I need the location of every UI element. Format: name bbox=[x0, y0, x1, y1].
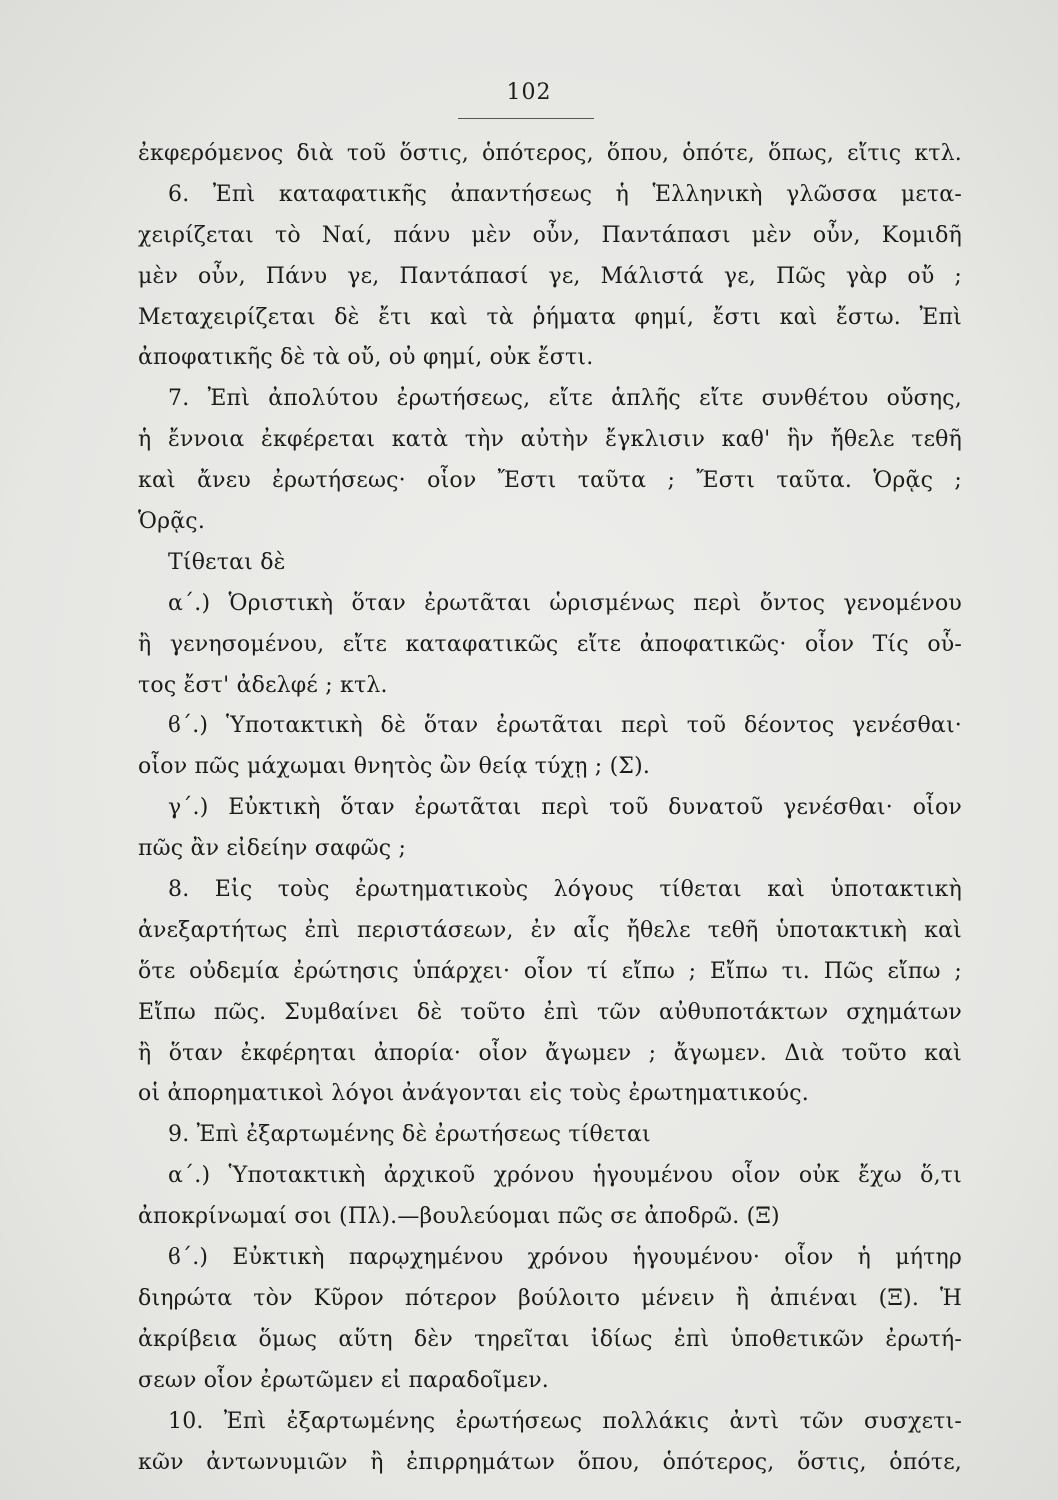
text-line: 10. Ἐπὶ ἐξαρτωμένης ἐρωτήσεως πολλάκις ἀντὶ τῶν συσχετι- bbox=[168, 1408, 962, 1434]
text-line: Τίθεται δὲ bbox=[168, 549, 286, 575]
text-line: ἢ ὅταν ἐκφέρηται ἀπορία· οἷον ἄγωμεν ; ἄγωμεν. Διὰ τοῦτο καὶ bbox=[138, 1040, 962, 1066]
text-line: ἢ γενησομένου, εἴτε καταφατικῶς εἴτε ἀποφατικῶς· οἷον Τίς οὗ- bbox=[138, 631, 962, 657]
text-line: ἀκρίβεια ὅμως αὕτη δὲν τηρεῖται ἰδίως ἐπὶ ὑποθετικῶν ἐρωτή- bbox=[138, 1326, 962, 1352]
body-text bbox=[138, 134, 962, 1483]
text-line: 6. Ἐπὶ καταφατικῆς ἀπαντήσεως ἡ Ἑλληνικὴ γλῶσσα μετα- bbox=[168, 181, 962, 207]
text-line: Ὁρᾷς. bbox=[138, 509, 206, 535]
text-line: χειρίζεται τὸ Ναί, πάνυ μὲν οὖν, Παντάπασι μὲν οὖν, Κομιδῆ bbox=[138, 222, 962, 248]
text-line: α΄.) Ὁριστικὴ ὅταν ἐρωτᾶται ὡρισμένως περὶ ὄντος γενομένου bbox=[168, 590, 962, 616]
text-line: οἱ ἀπορηματικοὶ λόγοι ἀνάγονται εἰς τοὺς ἐρωτηματικούς. bbox=[138, 1081, 809, 1107]
text-line: ἀνεξαρτήτως ἐπὶ περιστάσεων, ἐν αἷς ἤθελε τεθῆ ὑποτακτικὴ καὶ bbox=[138, 917, 962, 943]
text-line: α΄.) Ὑποτακτικὴ ἀρχικοῦ χρόνου ἡγουμένου οἷον οὐκ ἔχω ὅ,τι bbox=[168, 1163, 962, 1189]
text-line: κῶν ἀντωνυμιῶν ἢ ἐπιρρημάτων ὅπου, ὁπότερος, ὅστις, ὁπότε, bbox=[138, 1449, 962, 1475]
text-line: ὅτε οὐδεμία ἐρώτησις ὑπάρχει· οἷον τί εἴπω ; Εἴπω τι. Πῶς εἴπω ; bbox=[138, 958, 962, 984]
text-line: διηρώτα τὸν Κῦρον πότερον βούλοιτο μένειν ἢ ἀπιέναι (Ξ). Ἡ bbox=[138, 1285, 962, 1311]
text-line: πῶς ἂν εἰδείην σαφῶς ; bbox=[138, 836, 407, 862]
text-line: Εἴπω πῶς. Συμϐαίνει δὲ τοῦτο ἐπὶ τῶν αὐθυποτάκτων σχημάτων bbox=[138, 999, 962, 1025]
header-rule bbox=[458, 118, 594, 119]
text-line: οἷον πῶς μάχωμαι θνητὸς ὢν θείᾳ τύχῃ ; (Σ). bbox=[138, 754, 651, 780]
text-line: ϐ΄.) Εὐκτικὴ παρῳχημένου χρόνου ἡγουμένου· οἷον ἡ μήτηρ bbox=[168, 1245, 962, 1271]
text-line: σεων οἷον ἐρωτῶμεν εἰ παραδοῖμεν. bbox=[138, 1367, 549, 1393]
text-line: ἡ ἔννοια ἐκφέρεται κατὰ τὴν αὐτὴν ἔγκλισιν καθ' ἣν ἤθελε τεθῆ bbox=[138, 427, 962, 453]
text-line: ἀποφατικῆς δὲ τὰ οὔ, οὐ φημί, οὐκ ἔστι. bbox=[138, 345, 594, 371]
text-line: 8. Εἰς τοὺς ἐρωτηματικοὺς λόγους τίθεται καὶ ὑποτακτικὴ bbox=[168, 877, 962, 903]
text-line: ϐ΄.) Ὑποτακτικὴ δὲ ὅταν ἐρωτᾶται περὶ τοῦ δέοντος γενέσθαι· bbox=[168, 713, 962, 739]
text-line: ἐκφερόμενος διὰ τοῦ ὅστις, ὁπότερος, ὅπου, ὁπότε, ὅπως, εἴτις κτλ. bbox=[138, 141, 962, 166]
text-line: τος ἔστ' ἀδελφέ ; κτλ. bbox=[138, 672, 388, 698]
text-line: Μεταχειρίζεται δὲ ἔτι καὶ τὰ ῥήματα φημί, ἔστι καὶ ἔστω. Ἐπὶ bbox=[138, 304, 962, 330]
text-line: ἀποκρίνωμαί σοι (Πλ).—βουλεύομαι πῶς σε ἀποδρῶ. (Ξ) bbox=[138, 1204, 780, 1230]
text-line: 9. Ἐπὶ ἐξαρτωμένης δὲ ἐρωτήσεως τίθεται bbox=[168, 1122, 651, 1148]
page-number: 102 bbox=[506, 80, 552, 105]
text-line: καὶ ἄνευ ἐρωτήσεως· οἷον Ἔστι ταῦτα ; Ἔστι ταῦτα. Ὁρᾷς ; bbox=[138, 468, 962, 494]
text-line: γ΄.) Εὐκτικὴ ὅταν ἐρωτᾶται περὶ τοῦ δυνατοῦ γενέσθαι· οἷον bbox=[168, 795, 962, 821]
text-line: μὲν οὖν, Πάνυ γε, Παντάπασί γε, Μάλιστά γε, Πῶς γὰρ οὔ ; bbox=[138, 263, 962, 289]
text-line: 7. Ἐπὶ ἀπολύτου ἐρωτήσεως, εἴτε ἁπλῆς εἴτε συνθέτου οὔσης, bbox=[168, 386, 962, 412]
